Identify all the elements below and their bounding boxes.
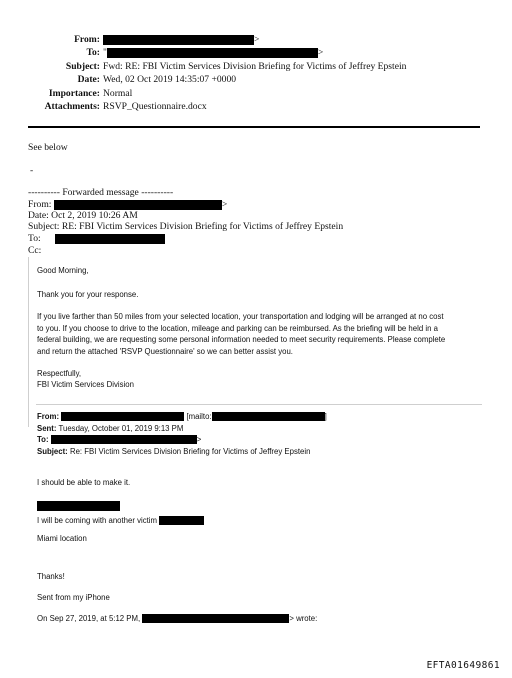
quoted-to-label: To: [37,435,49,444]
quoted-line-make-it: I should be able to make it. [37,478,131,487]
header-from-suffix: > [254,34,260,45]
fbi-greeting: Good Morning, [37,266,89,275]
quoted-sent-from: Sent from my iPhone [37,593,110,602]
fbi-para-line: to you. If you choose to drive to the location, mileage and parking can be reimbursed. As the briefing will be held in a [37,324,438,333]
redaction-block [37,501,120,511]
header-importance-row [0,88,132,99]
quoted-wrote-row [37,614,317,623]
header-attachments-row [0,101,207,112]
header-divider [28,126,480,128]
redaction-block [51,435,197,444]
quote-left-rule [28,257,29,427]
redaction-block [103,35,254,45]
forwarded-from-row [28,199,227,210]
header-subject-label: Subject: [65,61,100,72]
redaction-block [55,234,165,244]
forwarded-marker: ---------- Forwarded message ---------- [28,187,174,198]
quoted-redaction-row [37,497,120,515]
header-to-row [0,47,323,58]
header-subject-value: Fwd: RE: FBI Victim Services Division Briefing for Victims of Jeffrey Epstein [103,61,407,72]
forwarded-date: Date: Oct 2, 2019 10:26 AM [28,210,138,221]
quoted-from-row [37,412,327,421]
quoted-mailto-close: ] [324,412,327,421]
header-date-row [0,74,236,85]
quoted-sent-value: Tuesday, October 01, 2019 9:13 PM [58,424,184,433]
header-from-row [0,34,259,45]
header-importance-value: Normal [103,88,133,99]
redaction-block [212,412,325,421]
fbi-thanks: Thank you for your response. [37,290,139,299]
header-date-label: Date: [77,74,100,85]
header-attachments-label: Attachments: [44,101,100,112]
forwarded-to-label: To: [28,233,41,244]
header-subject-row [0,61,406,72]
fbi-para-line: If you live farther than 50 miles from your selected location, your transportation and lodging will be arranged at no cost [37,312,444,321]
forwarded-from-label: From: [28,199,52,210]
quoted-wrote-suffix: > wrote: [289,614,318,623]
redaction-block [142,614,289,623]
header-to-label: To: [86,47,100,58]
header-attachments-value[interactable]: RSVP_Questionnaire.docx [103,101,207,112]
dash-text: - [30,165,34,176]
quoted-subject-row [37,447,310,456]
header-importance-label: Importance: [48,88,100,99]
quoted-line-coming-text: I will be coming with another victim [37,516,158,525]
fbi-closing: Respectfully, [37,369,82,378]
quoted-wrote-prefix: On Sep 27, 2019, at 5:12 PM, [37,614,141,623]
quoted-subject-label: Subject: [37,447,68,456]
fbi-para-line: federal building, we are requesting some personal information needed to meet security requirements. Please complete [37,335,446,344]
quoted-sent-label: Sent: [37,424,57,433]
quoted-to-row [37,435,201,444]
quoted-thanks: Thanks! [37,572,65,581]
header-to-suffix: > [317,47,324,58]
fbi-signature: FBI Victim Services Division [37,380,134,389]
fbi-para-line: and return the attached 'RSVP Questionnaire' so we can better assist you. [37,347,293,356]
quoted-mailto: [mailto: [186,412,212,421]
redaction-block [107,48,318,58]
forwarded-subject: Subject: RE: FBI Victim Services Division Briefing for Victims of Jeffrey Epstein [28,221,344,232]
forwarded-cc-row [28,245,41,256]
header-to-prefix: " [103,47,107,58]
forwarded-to-row [28,233,165,244]
forwarded-cc-label: Cc: [28,245,42,256]
redaction-block [54,200,222,210]
forwarded-from-suffix: > [221,199,228,210]
redaction-block [61,412,184,421]
header-from-label: From: [74,34,100,45]
quoted-to-suffix: > [196,435,202,444]
header-date-value: Wed, 02 Oct 2019 14:35:07 +0000 [103,74,237,85]
redaction-block [159,516,204,525]
quoted-from-label: From: [37,412,60,421]
bates-number: EFTA01649861 [426,660,500,671]
quoted-line-coming [37,516,204,525]
quoted-sent-row [37,424,183,433]
see-below-text: See below [28,142,68,153]
quoted-subject-value: Re: FBI Victim Services Division Briefing for Victims of Jeffrey Epstein [69,447,311,456]
quoted-line-location: Miami location [37,534,87,543]
quoted-divider [36,404,482,405]
